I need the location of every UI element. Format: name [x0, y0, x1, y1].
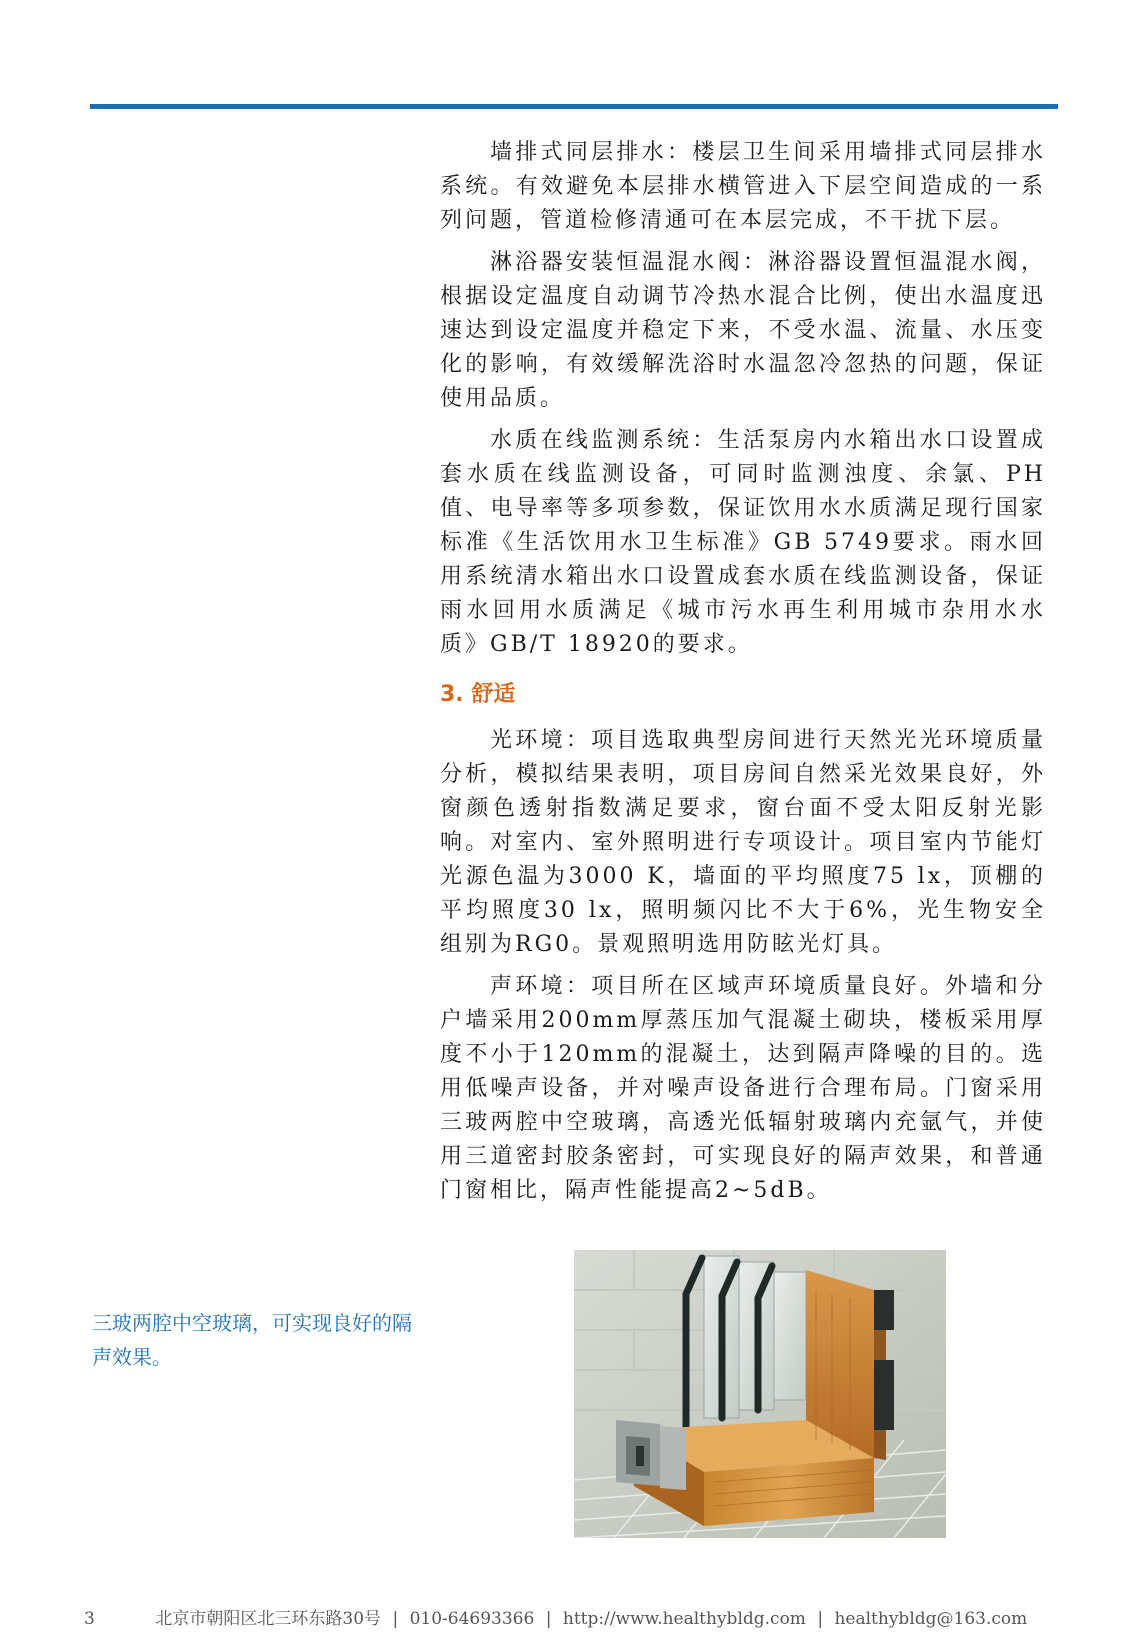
footer	[84, 1607, 1074, 1631]
footer-email-link[interactable]: healthybldg@163.com	[834, 1609, 1028, 1629]
paragraph-sound-environment: 声环境：项目所在区域声环境质量良好。外墙和分户墙采用200mm厚蒸压加气混凝土砌块，楼板采用厚度不小于120mm的混凝土，达到隔声降噪的目的。选用低噪声设备，并对噪声设备进行合理布局。门窗采用三玻两腔中空玻璃，高透光低辐射玻璃内充氩气，并使用三道密封胶条密封，可实现良好的隔声效果，和普通门窗相比，隔声性能提高2~5dB。	[440, 974, 1046, 1203]
footer-website-link[interactable]: http://www.healthybldg.com	[562, 1609, 806, 1629]
photo-caption: 三玻两腔中空玻璃，可实现良好的隔声效果。	[92, 1311, 412, 1369]
section-title: 3. 舒适	[440, 682, 516, 707]
footer-separator: |	[545, 1609, 552, 1629]
paragraph-shower-valve: 淋浴器安装恒温混水阀：淋浴器设置恒温混水阀，根据设定温度自动调节冷热水混合比例，使出水温度迅速达到设定温度并稳定下来，不受水温、流量、水压变化的影响，有效缓解洗浴时水温忽冷忽热的问题，保证使用品质。	[440, 250, 1046, 411]
footer-separator: |	[817, 1609, 824, 1629]
paragraph-drainage: 墙排式同层排水：楼层卫生间采用墙排式同层排水系统。有效避免本层排水横管进入下层空间造成的一系列问题，管道检修清通可在本层完成，不干扰下层。	[440, 140, 1046, 233]
main-column	[440, 136, 1046, 1216]
paragraph-water-quality: 水质在线监测系统：生活泵房内水箱出水口设置成套水质在线监测设备，可同时监测浊度、余氯、PH值、电导率等多项参数，保证饮用水水质满足现行国家标准《生活饮用水卫生标准》GB 5749要求。雨水回用系统清水箱出水口设置成套水质在线监测设备，保证雨水回用水质满足《城市污水再生利用城市杂用水水质》GB/T 18920的要求。	[440, 428, 1046, 657]
footer-phone: 010-64693366	[409, 1609, 535, 1629]
header-rule	[90, 104, 1058, 109]
footer-address: 北京市朝阳区北三环东路30号	[155, 1609, 382, 1629]
page-number: 3	[84, 1609, 95, 1629]
paragraph-light-environment: 光环境：项目选取典型房间进行天然光光环境质量分析，模拟结果表明，项目房间自然采光效果良好，外窗颜色透射指数满足要求，窗台面不受太阳反射光影响。对室内、室外照明进行专项设计。项目室内节能灯光源色温为3000 K，墙面的平均照度75 lx，顶棚的平均照度30 lx，照明频闪比不大于6%，光生物安全组别为RG0。景观照明选用防眩光灯具。	[440, 728, 1046, 957]
window-frame-photo	[574, 1250, 946, 1538]
footer-separator: |	[392, 1609, 399, 1629]
